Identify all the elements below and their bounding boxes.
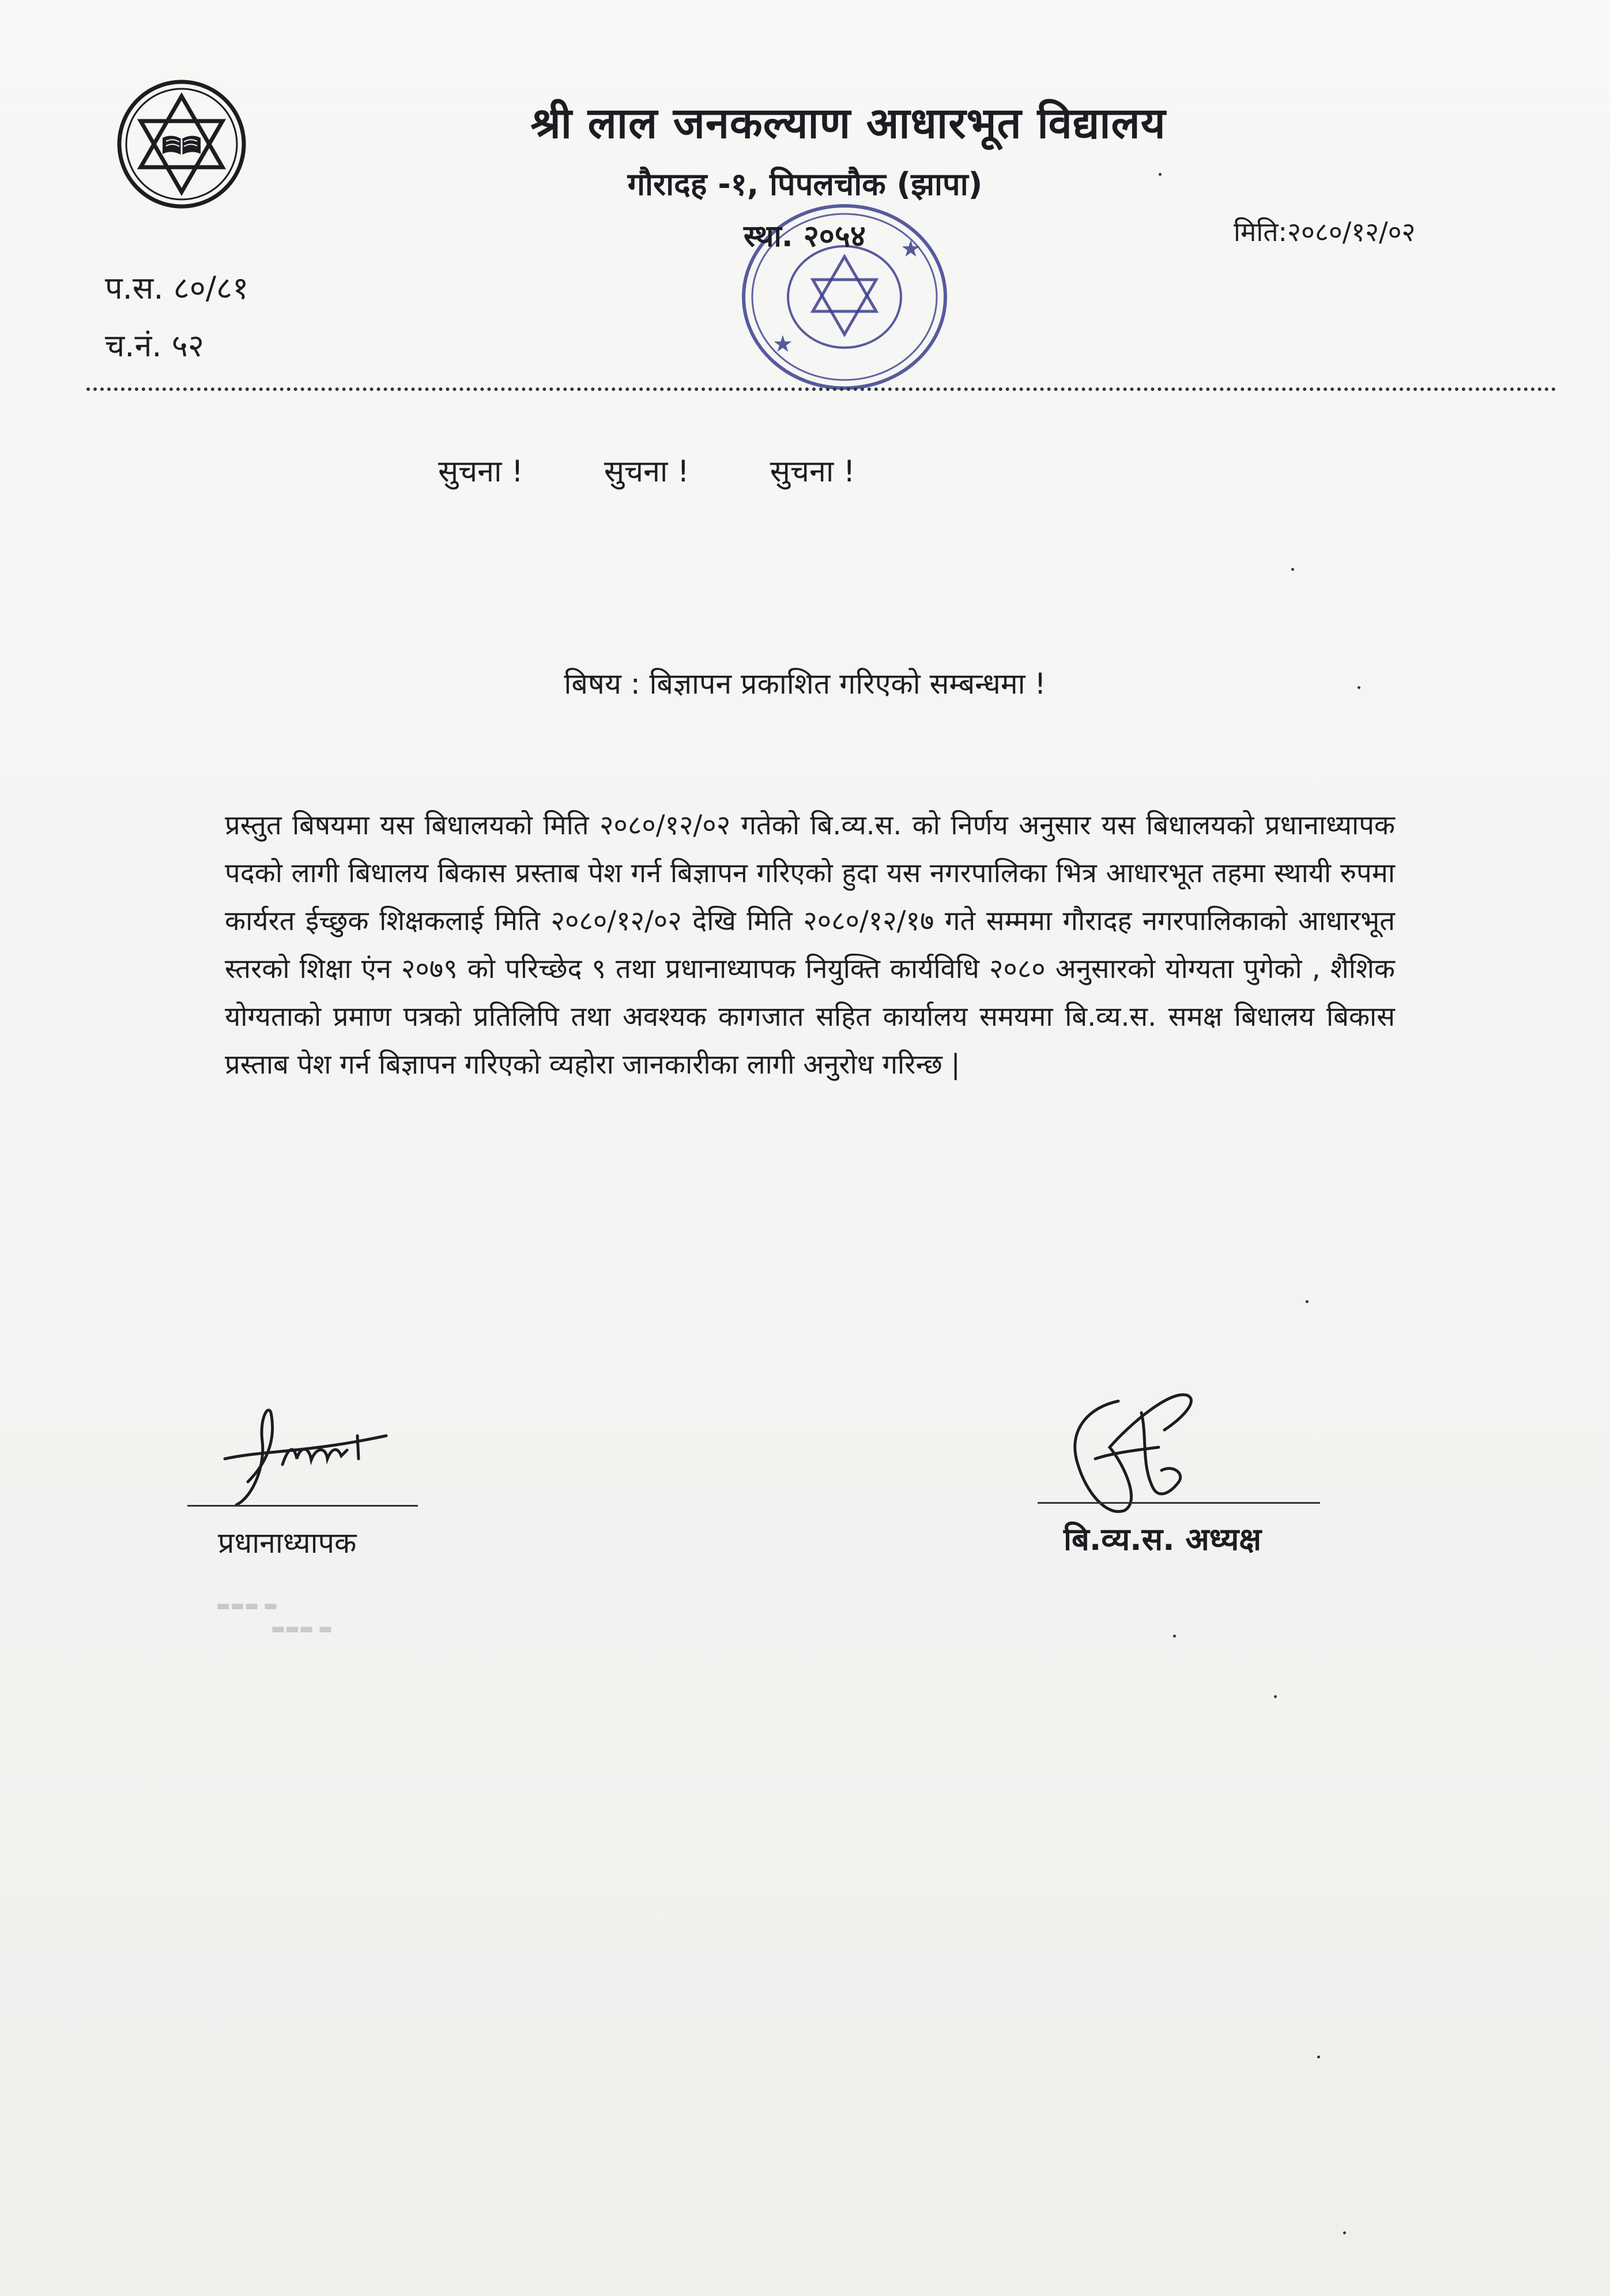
headteacher-signature-icon [213,1395,409,1516]
svg-text:★: ★ [772,331,793,357]
notice-body: प्रस्तुत बिषयमा यस बिधालयको मिति २०८०/१२/०२ गतेको बि.व्य.स. को निर्णय अनुसार यस बिधालयको प्रधानाध्यापक पदको लागी बिधालय बिकास प्रस्ताब पेश गर्न बिज्ञापन गरिएको हुदा यस नगरपालिका भित्र आधारभूत तहमा स्थायी रुपमा कार्यरत ईच्छुक शिक्षकलाई मिति २०८०/१२/०२ देखि मिति २०८०/१२/१७ गते सम्ममा गौरादह नगरपालिकाको आधारभूत स्तरको शिक्षा एंन २०७९ को परिच्छेद ९ तथा प्रधानाध्यापक नियुक्ति कार्यविधि २०८० अनुसारको योग्यता पुगेको , शैशिक योग्यताको प्रमाण पत्रको प्रतिलिपि तथा अवश्यक कागजात सहित कार्यालय समयमा बि.व्य.स. समक्ष बिधालय बिकास प्रस्ताब पेश गर्न बिज्ञापन गरिएको व्यहोरा जानकारीका लागी अनुरोध गरिन्छ | [225,810,1395,1081]
scan-speck [1173,1635,1176,1638]
school-address: गौरादह -१, पिपलचौक (झापा) [627,166,983,202]
faint-stamp-mark: ▬▬▬ ▬ [271,1620,333,1638]
chairperson-signature-icon [1055,1378,1205,1528]
scan-speck [1317,2056,1320,2058]
headteacher-title: प्रधानाध्यापक [218,1526,357,1560]
notice-word: सुचना ! [604,454,689,489]
scan-speck [1274,1695,1277,1698]
header-divider [86,387,1556,391]
notice-heading [438,450,855,491]
chairperson-title: बि.व्य.स. अध्यक्ष [1064,1521,1262,1557]
notice-word: सुचना ! [438,454,523,489]
letter-date: मिति:२०८०/१२/०२ [1234,216,1416,247]
faint-stamp-mark: ▬▬▬ ▬ [216,1597,278,1614]
established-year: स्था. २०५४ [744,219,866,254]
scan-speck [1358,686,1360,689]
scan-speck [1343,2231,1346,2234]
dispatch-number: च.नं. ५२ [105,328,204,364]
subject-line: बिषय : बिज्ञापन प्रकाशित गरिएको सम्बन्धमा ! [564,667,1046,701]
svg-text:★: ★ [900,236,921,262]
reference-fiscal-year: प.स. ८०/८१ [105,270,249,306]
scan-speck [1291,568,1294,571]
notice-word: सुचना ! [770,454,855,489]
school-name: श्री लाल जनकल्याण आधारभूत विद्यालय [530,99,1166,148]
signature-line-right [1038,1502,1320,1504]
scan-speck [1306,1300,1309,1303]
scan-speck [1159,173,1162,176]
signature-line-left [187,1505,418,1507]
